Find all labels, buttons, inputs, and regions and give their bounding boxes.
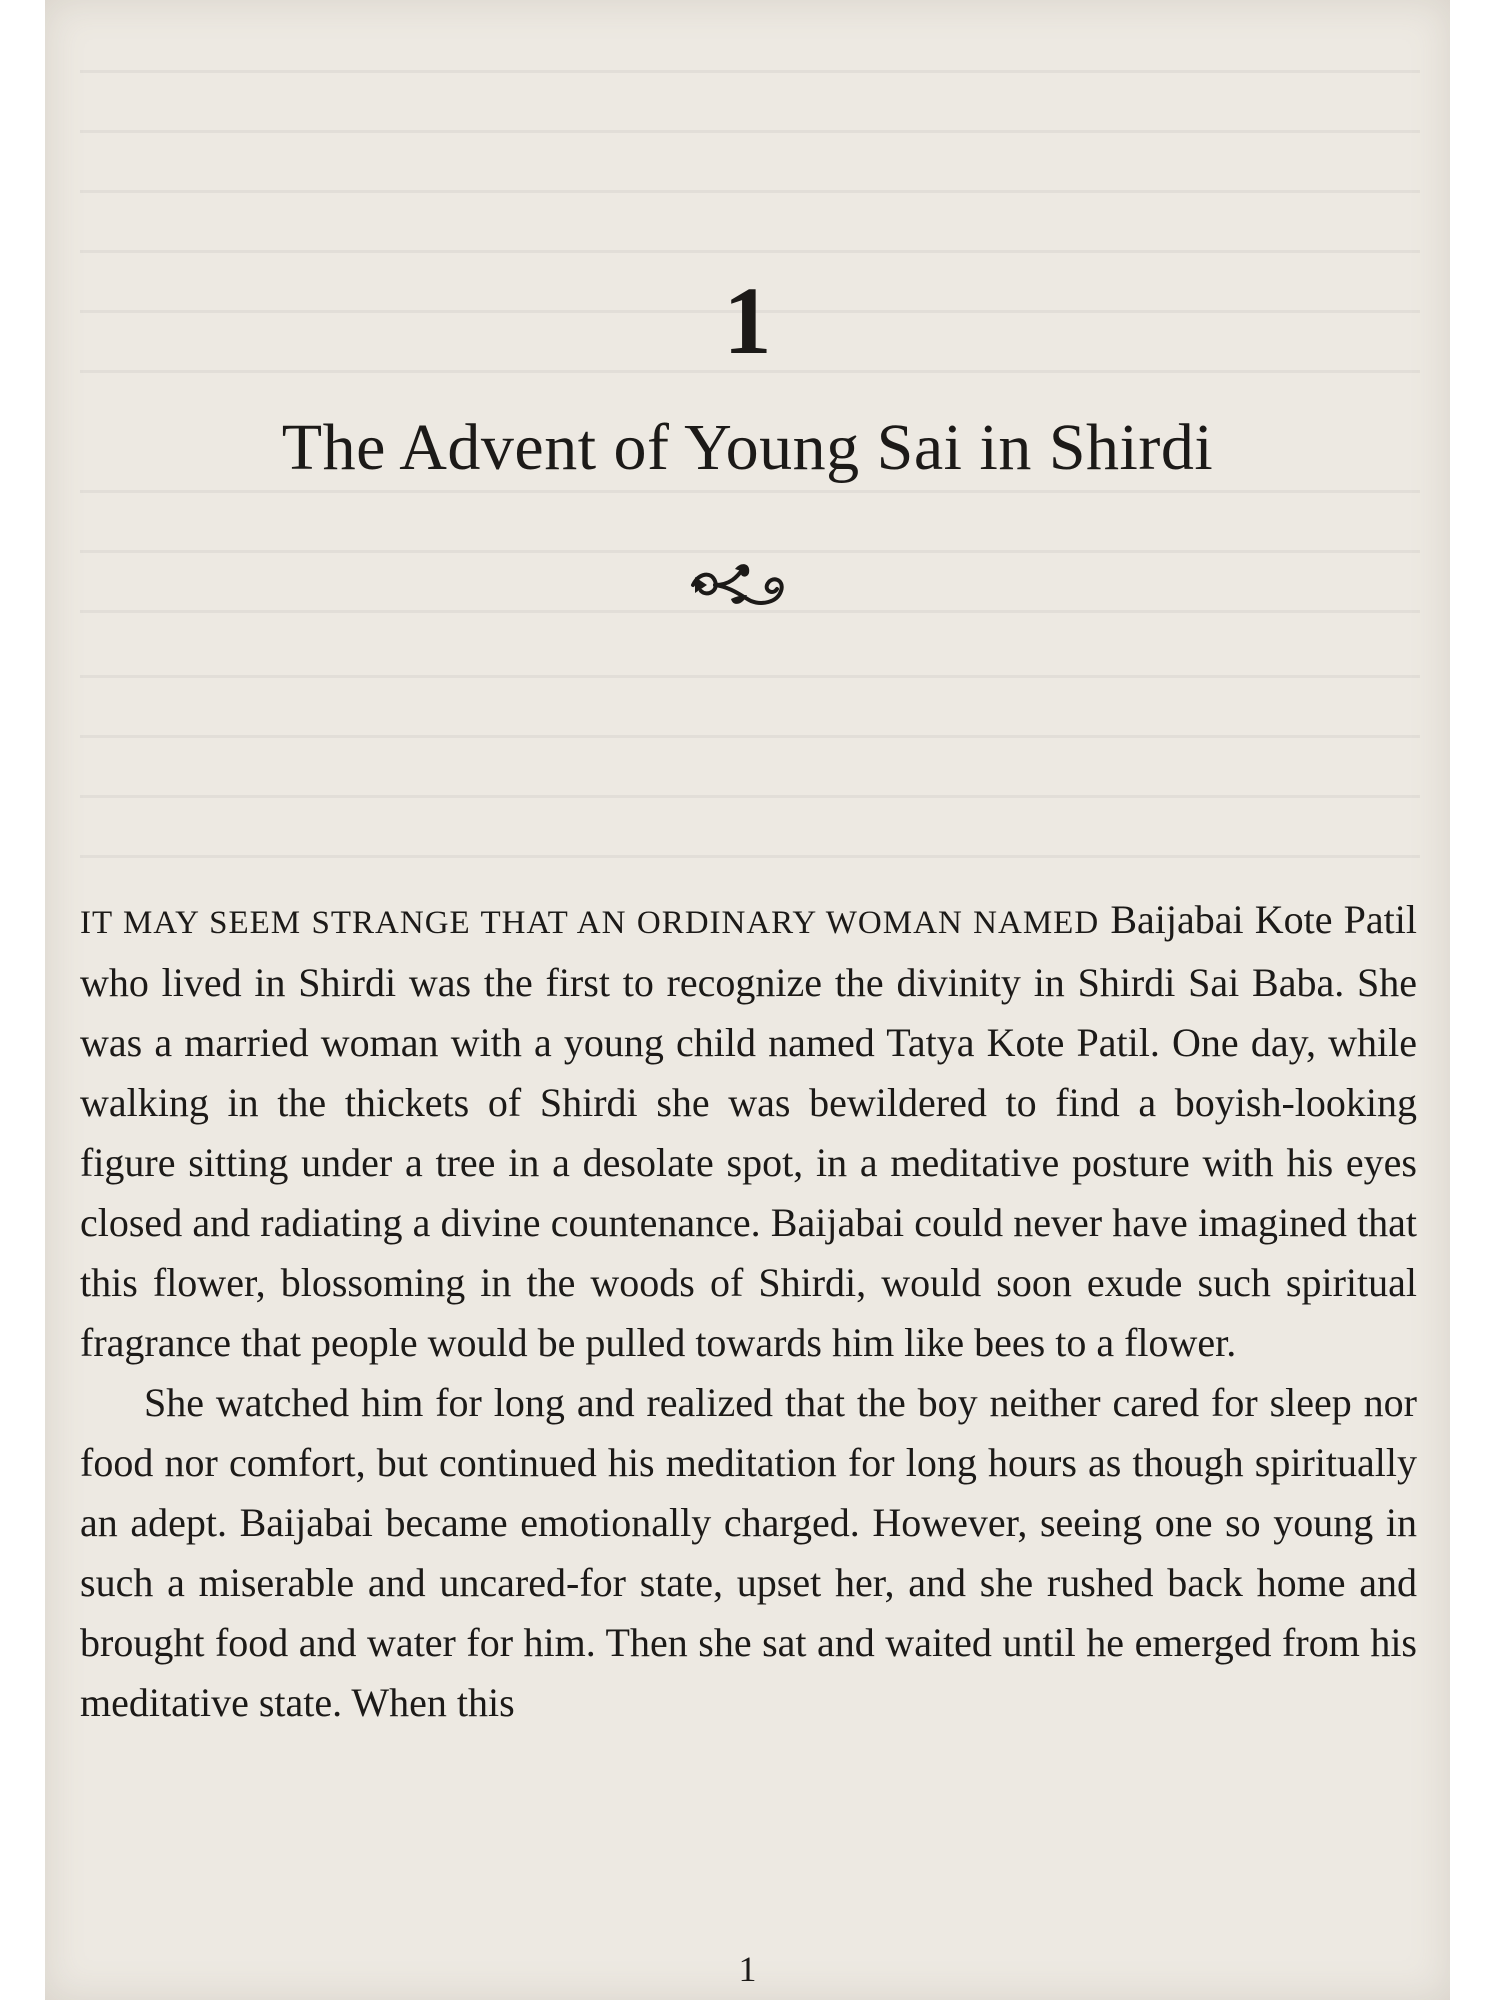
show-through-line: [80, 735, 1420, 738]
show-through-line: [80, 855, 1420, 858]
floral-ornament-icon: [685, 555, 805, 615]
chapter-number: 1: [723, 267, 772, 374]
paragraph-1-opening: IT MAY SEEM STRANGE THAT AN ORDINARY WOMAN NAMED: [80, 905, 1100, 941]
show-through-line: [80, 130, 1420, 133]
book-page: [45, 0, 1450, 2000]
show-through-line: [80, 190, 1420, 193]
show-through-line: [80, 550, 1420, 553]
show-through-line: [80, 675, 1420, 678]
show-through-line: [80, 250, 1420, 253]
paragraph-1: [80, 890, 1417, 1373]
page-number: 1: [738, 1949, 757, 1989]
show-through-line: [80, 490, 1420, 493]
show-through-line: [80, 70, 1420, 73]
chapter-title: The Advent of Young Sai in Shirdi: [281, 411, 1214, 484]
body-text: [80, 890, 1417, 1733]
show-through-line: [80, 795, 1420, 798]
paragraph-2: She watched him for long and realized that the boy neither cared for sleep nor food nor comfort, but continued his meditation for long hours as though spiritually an adept. Baijabai became emotionally charged. However, seeing one so young in such a miserable and uncared-for state, upset her, and she rushed back home and brought food and water for him. Then she sat and waited until he emerged from his meditative state. When this: [80, 1380, 1417, 1725]
paragraph-1-text: Baijabai Kote Patil who lived in Shirdi was the first to recognize the divinity in Shirdi Sai Baba. She was a married woman with a young child named Tatya Kote Patil. One day, while walking in the thickets of Shirdi she was bewildered to find a boyish-looking figure sitting under a tree in a desolate spot, in a meditative posture with his eyes closed and radiating a divine countenance. Baijabai could never have imagined that this flower, blossoming in the woods of Shirdi, would soon exude such spiritual fragrance that people would be pulled towards him like bees to a flower.: [80, 897, 1418, 1365]
